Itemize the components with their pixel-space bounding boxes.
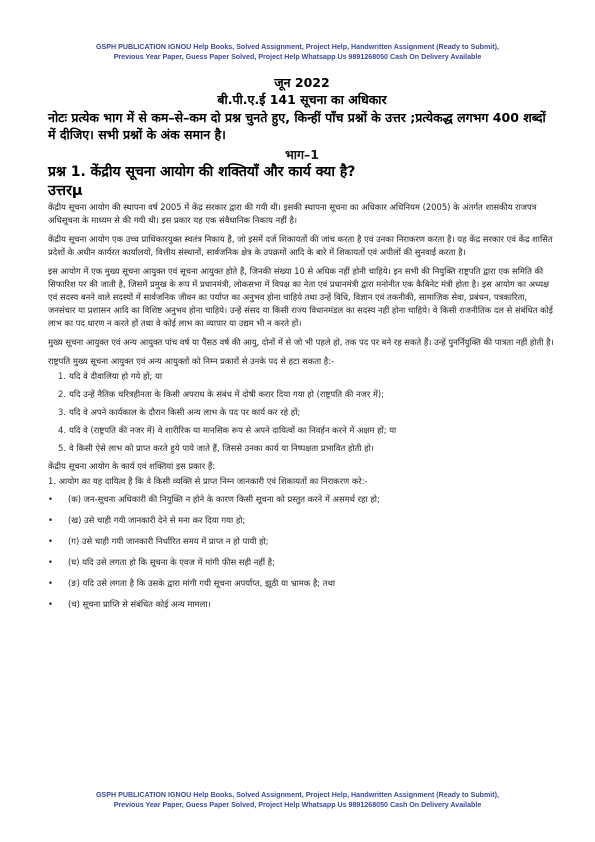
footer-banner: [40, 790, 555, 810]
list-item: [48, 577, 556, 590]
list-text: (घ) यदि उसे लगता हो कि सूचना के एवज में मांगी फीस सही नहीं है;: [68, 557, 275, 567]
paragraph-nature: केंद्रीय सूचना आयोग एक उच्च प्राधिकारयुक्त स्वतंत्र निकाय है, जो इसमें दर्ज शिकायतों की जांच करता है एवं उनका निराकरण करता है। यह केंद्र सरकार एवं केंद्र शासित प्रदेशों के अधीन कार्यरत कार्यालयों, वित्तीय संस्थानों, सार्वजनिक क्षेत्र के उपक्रमों आदि के बारे में शिकायतों एवं अपीलों की सुनवाई करता है।: [48, 234, 553, 257]
list-text: (ग) उसे चाही गयी जानकारी निर्धारित समय में प्राप्त न हो पायी हो;: [68, 536, 269, 546]
list-text: वे किसी ऐसे लाभ को प्राप्त करते हुये पाये जाते हैं, जिससे उनका कार्य या निष्पक्षता प्रभावित होती हो।: [69, 443, 374, 453]
list-item: [48, 598, 556, 611]
paragraph-tenure: मुख्य सूचना आयुक्त एवं अन्य आयुक्त पांच वर्ष या पैंसठ वर्ष की आयु, दोनों में से जो भी पहले हो, तक पद पर बने रह सकते हैं। उन्हें पुनर्नियुक्ति की पात्रता नहीं होती है।: [48, 337, 554, 347]
list-text: यदि वे (राष्ट्रपति की नजर में) वे शारीरिक या मानसिक रूप से अपने दायित्वों का निवर्हन करने में अक्षम हों; या: [69, 425, 397, 435]
list-text: (ख) उसे चाही गयी जानकारी देने से मना कर दिया गया हो;: [68, 515, 246, 525]
list-item: [48, 493, 556, 506]
bullet-icon: •: [48, 515, 53, 525]
functions-intro: केंद्रीय सूचना आयोग के कार्य एवं शक्तियां इस प्रकार हैं:: [48, 461, 216, 471]
question-heading: प्रश्न 1. केंद्रीय सूचना आयोग की शक्तियाँ और कार्य क्या है?: [48, 164, 356, 180]
bullet-icon: •: [48, 536, 53, 546]
bullet-icon: •: [48, 557, 53, 567]
list-item: [48, 535, 556, 548]
list-text: (क) जन-सूचना अधिकारी की नियुक्ति न होने के कारण किसी सूचना को प्रस्तुत करने में असमर्थ रहा हो;: [68, 494, 380, 504]
list-item: [48, 442, 556, 455]
exam-instructions: नोटः प्रत्येक भाग में से कम–से–कम दो प्रश्न चुनते हुए, किन्हीं पाँच प्रश्नों के उत्तर ;प्रत्येकद्ध लगभग 400 शब्दों में दीजिए। सभी प्रश्नों के अंक समान है।: [48, 110, 546, 142]
paragraph-establishment: केंद्रीय सूचना आयोग की स्थापना वर्ष 2005 में केंद्र सरकार द्वारा की गयी थी। इसकी स्थापना सूचना का अधिकार अधिनियम (2005) के अंतर्गत शासकीय राजपत्र अधिसूचना के माध्यम से की गयी थी। इस प्रकार यह एक संवैधानिक निकाय नहीं है।: [48, 202, 537, 225]
paragraph-removal-intro: राष्ट्रपति मुख्य सूचना आयुक्त एवं अन्य आयुक्तों को निम्न प्रकारों से उनके पद से हटा सकता है:-: [48, 356, 335, 366]
functions-first-item: 1. आयोग का यह दायित्व है कि वे किसी व्यक्ति से प्राप्त निम्न जानकारी एवं शिकायतों का निराकरण करे:-: [48, 476, 368, 486]
header-banner: [40, 42, 555, 62]
header-banner-line1: GSPH PUBLICATION IGNOU Help Books, Solved Assignment, Project Help, Handwritten Assignment (Ready to Submit),: [96, 43, 499, 51]
paragraph-composition: इस आयोग में एक मुख्य सूचना आयुक्त एवं सूचना आयुक्त होते हैं, जिनकी संख्या 10 से अधिक नहीं होनी चाहिये। इन सभी की नियुक्ति राष्ट्रपति द्वारा एक समिति की सिफारिश पर की जाती है, जिसमें प्रमुख के रूप में प्रधानमंत्री, लोकसभा में विपक्ष का नेता एवं प्रधानमंत्री द्वारा मनोनीत एक कैबिनेट मंत्री होता है। इस आयोग का अध्यक्ष एवं सदस्य बनने वाले सदस्यों में सार्वजनिक जीवन का पर्याप्त का अनुभव होना चाहिये तथा उन्हें विधि, विज्ञान एवं तकनीकी, सामाजिक सेवा, प्रबंधन, पत्रकारिता, जनसंचार या प्रशासन आदि का विशिष्ट अनुभव होना चाहिये। उन्हें संसद या किसी राज्य विधानमंडल का सदस्य नहीं होना चाहिये। वे किसी राजनीतिक दल से संबंधित कोई लाभ का पद धारण न करते हों तथा वे कोई लाभ का व्यापार या उद्यम भी न करते हों।: [48, 266, 553, 328]
functions-list: [48, 493, 556, 611]
list-text: (च) सूचना प्राप्ति से संबंधित कोई अन्य मामला।: [68, 599, 211, 609]
list-number: 5.: [58, 443, 66, 453]
list-text: यदि वे अपने कार्यकाल के दौरान किसी अन्य लाभ के पद पर कार्य कर रहे हों;: [69, 407, 301, 417]
list-item: [48, 370, 556, 383]
list-item: [48, 556, 556, 569]
footer-banner-line1: GSPH PUBLICATION IGNOU Help Books, Solved Assignment, Project Help, Handwritten Assignment (Ready to Submit),: [96, 791, 499, 799]
removal-reasons-list: [48, 370, 556, 455]
bullet-icon: •: [48, 494, 53, 504]
course-title: बी.पी.ए.ई 141 सूचना का अधिकार: [217, 92, 387, 107]
header-banner-line2: Previous Year Paper, Guess Paper Solved, Project Help Whatsapp Us 9891268050 Cash On Delivery Available: [113, 53, 482, 61]
part-heading: भाग–1: [284, 147, 319, 162]
list-item: [48, 424, 556, 437]
list-item: [48, 514, 556, 527]
list-item: [48, 388, 556, 401]
bullet-icon: •: [48, 578, 53, 588]
list-number: 2.: [58, 389, 66, 399]
list-number: 1.: [58, 371, 66, 381]
bullet-icon: •: [48, 599, 53, 609]
list-text: यदि उन्हें नैतिक चरित्रहीनता के किसी अपराध के संबंध में दोषी करार दिया गया हो (राष्ट्रपति की नजर में);: [69, 389, 385, 399]
list-text: (ङ) यदि उसे लगता है कि उसके द्वारा मांगी गयी सूचना अपर्याप्त, झूठी या भ्रामक है; तथा: [68, 578, 336, 588]
list-item: [48, 406, 556, 419]
footer-banner-line2: Previous Year Paper, Guess Paper Solved, Project Help Whatsapp Us 9891268050 Cash On Delivery Available: [113, 801, 482, 809]
answer-label: उत्तरμ: [48, 183, 83, 199]
page-content: [48, 74, 556, 619]
list-number: 3.: [58, 407, 66, 417]
list-number: 4.: [58, 425, 66, 435]
list-text: यदि वे दीवालिया हो गये हों; या: [69, 371, 163, 381]
exam-session: जून 2022: [274, 75, 330, 90]
